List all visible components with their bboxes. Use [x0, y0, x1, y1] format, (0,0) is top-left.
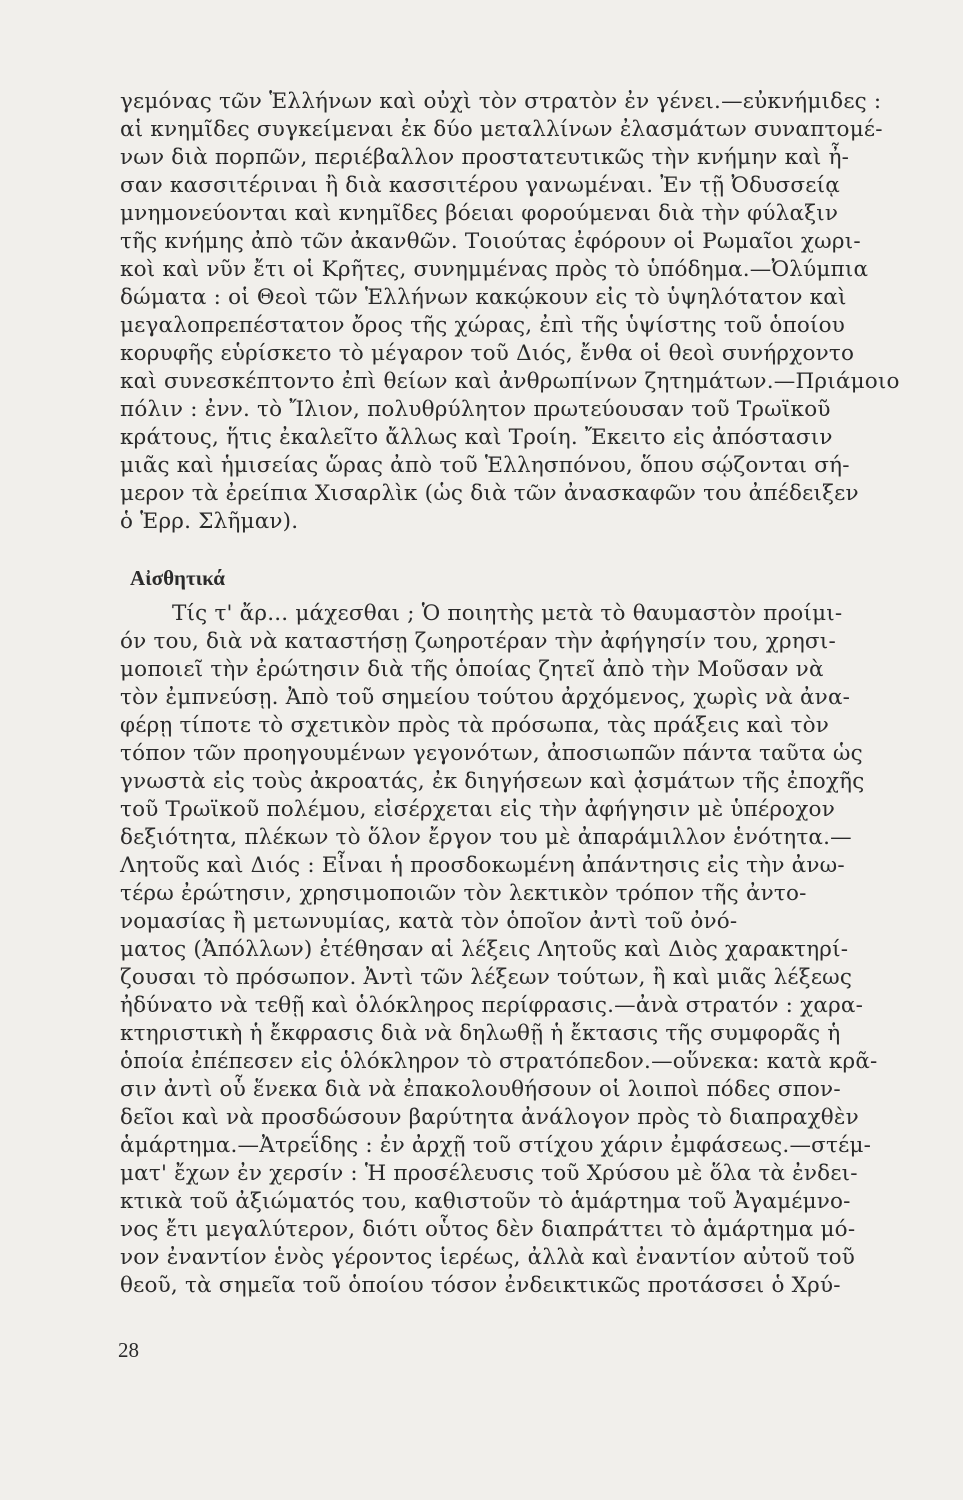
text-line: καὶ συνεσκέπτοντο ἐπὶ θείων καὶ ἀνθρωπίνων ζητημάτων.—Πριάμοιο — [120, 369, 900, 394]
text-line: γνωστὰ εἰς τοὺς ἀκροατάς, ἐκ διηγήσεων καὶ ᾀσμάτων τῆς ἐποχῆς — [120, 769, 865, 794]
text-line: δώματα : οἱ Θεοὶ τῶν Ἑλλήνων κακῴκουν εἰς τὸ ὑψηλότατον καὶ — [120, 285, 847, 310]
text-line: ὁ Ἑρρ. Σλῆμαν). — [120, 509, 299, 534]
text-line: τόπον τῶν προηγουμένων γεγονότων, ἀποσιωπῶν πάντα ταῦτα ὡς — [120, 741, 863, 766]
text-line: σαν κασσιτέριναι ἢ διὰ κασσιτέρου γανωμέναι. Ἐν τῇ Ὀδυσσείᾳ — [120, 173, 840, 198]
text-line: Τίς τ' ἄρ... μάχεσθαι ; Ὁ ποιητὴς μετὰ τὸ θαυμαστὸν προίμι- — [172, 601, 843, 626]
text-line: ἁμάρτημα.—Ἀτρεΐδης : ἐν ἀρχῇ τοῦ στίχου χάριν ἐμφάσεως.—στέμ- — [120, 1133, 872, 1158]
text-line: ἠδύνατο νὰ τεθῇ καὶ ὁλόκληρος περίφρασις.—ἀνὰ στρατόν : χαρα- — [120, 993, 864, 1018]
text-line: κτικὰ τοῦ ἀξιώματός του, καθιστοῦν τὸ ἁμάρτημα τοῦ Ἀγαμέμνο- — [120, 1189, 851, 1214]
text-line: όν του, διὰ νὰ καταστήσῃ ζωηροτέραν τὴν ἀφήγησίν του, χρησι- — [120, 629, 836, 654]
text-line: μνημονεύονται καὶ κνημῖδες βόειαι φορούμεναι διὰ τὴν φύλαξιν — [120, 201, 839, 226]
text-line: ζουσαι τὸ πρόσωπον. Ἀντὶ τῶν λέξεων τούτων, ἢ καὶ μιᾶς λέξεως — [120, 965, 853, 990]
text-line: νον ἐναντίον ἑνὸς γέροντος ἱερέως, ἀλλὰ καὶ ἐναντίον αὐτοῦ τοῦ — [120, 1245, 856, 1270]
page-number: 28 — [118, 1338, 139, 1362]
text-line: Λητοῦς καὶ Διός : Εἶναι ἡ προσδοκωμένη ἀπάντησις εἰς τὴν ἀνω- — [120, 853, 845, 878]
text-line: μοποιεῖ τὴν ἐρώτησιν διὰ τῆς ὁποίας ζητεῖ ἀπὸ τὴν Μοῦσαν νὰ — [120, 657, 824, 682]
text-line: ματ' ἔχων ἐν χερσίν : Ἡ προσέλευσις τοῦ Χρύσου μὲ ὅλα τὰ ἐνδει- — [120, 1161, 858, 1186]
section-heading: Αἰσθητικά — [130, 566, 225, 590]
text-line: δεξιότητα, πλέκων τὸ ὅλον ἔργον του μὲ ἀπαράμιλλον ἑνότητα.— — [120, 825, 852, 850]
text-line: τέρω ἐρώτησιν, χρησιμοποιῶν τὸν λεκτικὸν τρόπον τῆς ἀντο- — [120, 881, 807, 906]
text-line: αἱ κνημῖδες συγκείμεναι ἐκ δύο μεταλλίνων ἐλασμάτων συναπτομέ- — [120, 117, 883, 142]
text-line: θεοῦ, τὰ σημεῖα τοῦ ὁποίου τόσον ἐνδεικτικῶς προτάσσει ὁ Χρύ- — [120, 1273, 841, 1298]
text-line: ματος (Ἀπόλλων) ἐτέθησαν αἱ λέξεις Λητοῦς καὶ Διὸς χαρακτηρί- — [120, 937, 849, 962]
text-line: μιᾶς καὶ ἡμισείας ὥρας ἀπὸ τοῦ Ἑλλησπόνου, ὅπου σῴζονται σή- — [120, 453, 850, 478]
text-line: τὸν ἐμπνεύσῃ. Ἀπὸ τοῦ σημείου τούτου ἀρχόμενος, χωρὶς νὰ ἀνα- — [120, 685, 851, 710]
text-line: πόλιν : ἐνν. τὸ Ἴλιον, πολυθρύλητον πρωτεύουσαν τοῦ Τρωϊκοῦ — [120, 397, 831, 422]
text-line: νος ἔτι μεγαλύτερον, διότι οὗτος δὲν διαπράττει τὸ ἁμάρτημα μό- — [120, 1217, 856, 1242]
text-line: μερον τὰ ἐρείπια Χισαρλὶκ (ὡς διὰ τῶν ἀνασκαφῶν του ἀπέδειξεν — [120, 481, 859, 506]
text-line: κοὶ καὶ νῦν ἔτι οἱ Κρῆτες, συνημμένας πρὸς τὸ ὑπόδημα.—Ὀλύμπια — [120, 257, 869, 282]
text-line: νομασίας ἢ μετωνυμίας, κατὰ τὸν ὁποῖον ἀντὶ τοῦ ὀνό- — [120, 909, 738, 934]
text-line: δεῖοι καὶ νὰ προσδώσουν βαρύτητα ἀνάλογον πρὸς τὸ διαπραχθὲν — [120, 1105, 859, 1130]
text-line: νων διὰ πορπῶν, περιέβαλλον προστατευτικῶς τὴν κνήμην καὶ ἦ- — [120, 145, 850, 170]
text-line: τοῦ Τρωϊκοῦ πολέμου, εἰσέρχεται εἰς τὴν ἀφήγησιν μὲ ὑπέροχον — [120, 797, 835, 822]
text-line: γεμόνας τῶν Ἑλλήνων καὶ οὐχὶ τὸν στρατὸν ἐν γένει.—εὐκνήμιδες : — [120, 89, 882, 114]
text-line: ὁποία ἐπέπεσεν εἰς ὁλόκληρον τὸ στρατόπεδον.—οὕνεκα: κατὰ κρᾶ- — [120, 1049, 878, 1074]
text-line: κορυφῆς εὑρίσκετο τὸ μέγαρον τοῦ Διός, ἔνθα οἱ θεοὶ συνήρχοντο — [120, 341, 855, 366]
text-line: φέρῃ τίποτε τὸ σχετικὸν πρὸς τὰ πρόσωπα, τὰς πράξεις καὶ τὸν — [120, 713, 830, 738]
text-line: κτηριστικὴ ἡ ἔκφρασις διὰ νὰ δηλωθῇ ἡ ἔκτασις τῆς συμφορᾶς ἡ — [120, 1021, 841, 1046]
text-line: σιν ἀντὶ οὗ ἕνεκα διὰ νὰ ἐπακολουθήσουν οἱ λοιποὶ πόδες σπον- — [120, 1077, 841, 1102]
text-line: μεγαλοπρεπέστατον ὄρος τῆς χώρας, ἐπὶ τῆς ὑψίστης τοῦ ὁποίου — [120, 313, 846, 338]
text-line: κράτους, ἥτις ἐκαλεῖτο ἄλλως καὶ Τροίη. Ἔκειτο εἰς ἀπόστασιν — [120, 425, 833, 450]
text-line: τῆς κνήμης ἀπὸ τῶν ἀκανθῶν. Τοιούτας ἐφόρουν οἱ Ρωμαῖοι χωρι- — [120, 229, 861, 254]
